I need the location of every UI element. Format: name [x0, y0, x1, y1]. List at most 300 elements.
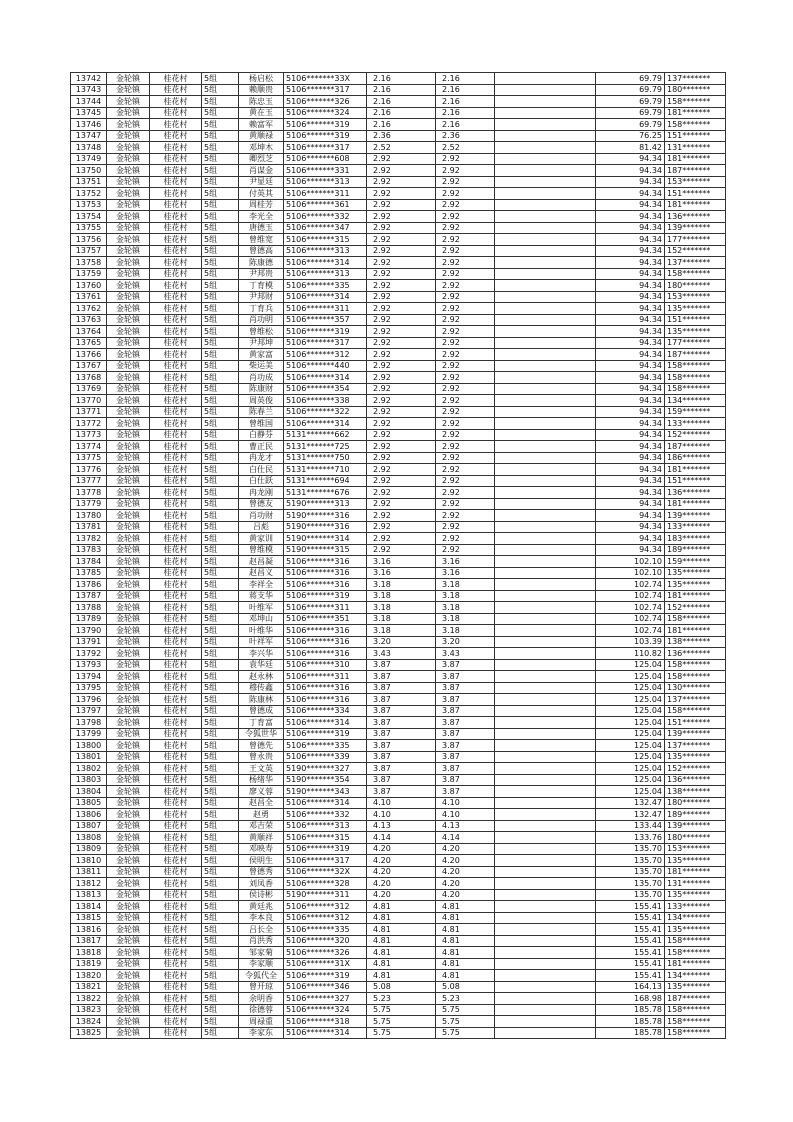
group-cell: 5组 [202, 1016, 239, 1028]
table-row [71, 257, 726, 269]
group-cell: 5组 [202, 866, 239, 878]
table-row [71, 947, 726, 959]
remark-cell [495, 648, 596, 660]
amount-cell: 125.04 [596, 705, 665, 717]
area-cell: 3.87 [367, 682, 436, 694]
area-cell: 3.87 [367, 694, 436, 706]
phone-cell: 181******* [665, 866, 726, 878]
phone-cell: 180******* [665, 280, 726, 292]
name-cell: 邓坤山 [239, 613, 284, 625]
area-cell: 4.20 [367, 843, 436, 855]
name-cell: 赖顺贵 [239, 84, 284, 96]
row-number-cell: 13816 [71, 924, 107, 936]
phone-cell: 158******* [665, 119, 726, 131]
group-cell: 5组 [202, 705, 239, 717]
phone-cell: 181******* [665, 958, 726, 970]
confirmed-area-cell: 2.92 [436, 199, 495, 211]
amount-cell: 102.74 [596, 602, 665, 614]
row-number-cell: 13804 [71, 786, 107, 798]
table-row [71, 291, 726, 303]
area-cell: 3.18 [367, 625, 436, 637]
amount-cell: 164.13 [596, 981, 665, 993]
row-number-cell: 13811 [71, 866, 107, 878]
phone-cell: 153******* [665, 291, 726, 303]
id-number-cell: 5106*******317 [284, 855, 367, 867]
remark-cell [495, 372, 596, 384]
confirmed-area-cell: 2.92 [436, 176, 495, 188]
table-row [71, 705, 726, 717]
remark-cell [495, 176, 596, 188]
remark-cell [495, 866, 596, 878]
remark-cell [495, 717, 596, 729]
name-cell: 陈忠玉 [239, 96, 284, 108]
id-number-cell: 5106*******338 [284, 395, 367, 407]
row-number-cell: 13795 [71, 682, 107, 694]
row-number-cell: 13755 [71, 222, 107, 234]
id-number-cell: 5106*******311 [284, 303, 367, 315]
area-cell: 2.92 [367, 176, 436, 188]
phone-cell: 133******* [665, 901, 726, 913]
amount-cell: 94.34 [596, 280, 665, 292]
name-cell: 陈康财 [239, 383, 284, 395]
town-cell: 金轮镇 [107, 648, 150, 660]
row-number-cell: 13750 [71, 165, 107, 177]
phone-cell: 158******* [665, 659, 726, 671]
group-cell: 5组 [202, 625, 239, 637]
name-cell: 赵昌义 [239, 567, 284, 579]
row-number-cell: 13773 [71, 429, 107, 441]
row-number-cell: 13788 [71, 602, 107, 614]
id-number-cell: 5106*******312 [284, 912, 367, 924]
area-cell: 2.92 [367, 199, 436, 211]
id-number-cell: 5106*******320 [284, 935, 367, 947]
amount-cell: 155.41 [596, 958, 665, 970]
id-number-cell: 5106*******316 [284, 556, 367, 568]
name-cell: 曾维国 [239, 418, 284, 430]
group-cell: 5组 [202, 119, 239, 131]
name-cell: 丁育兵 [239, 303, 284, 315]
confirmed-area-cell: 2.92 [436, 418, 495, 430]
row-number-cell: 13772 [71, 418, 107, 430]
town-cell: 金轮镇 [107, 199, 150, 211]
remark-cell [495, 970, 596, 982]
town-cell: 金轮镇 [107, 659, 150, 671]
village-cell: 桂花村 [150, 797, 202, 809]
id-number-cell: 5106*******316 [284, 567, 367, 579]
row-number-cell: 13757 [71, 245, 107, 257]
town-cell: 金轮镇 [107, 567, 150, 579]
confirmed-area-cell: 2.16 [436, 84, 495, 96]
name-cell: 蒋支华 [239, 590, 284, 602]
confirmed-area-cell: 3.87 [436, 659, 495, 671]
amount-cell: 102.74 [596, 590, 665, 602]
id-number-cell: 5106*******314 [284, 418, 367, 430]
phone-cell: 183******* [665, 533, 726, 545]
remark-cell [495, 73, 596, 85]
group-cell: 5组 [202, 970, 239, 982]
area-cell: 4.13 [367, 820, 436, 832]
name-cell: 曾永贵 [239, 751, 284, 763]
phone-cell: 181******* [665, 464, 726, 476]
id-number-cell: 5106*******318 [284, 1016, 367, 1028]
confirmed-area-cell: 4.81 [436, 924, 495, 936]
phone-cell: 137******* [665, 73, 726, 85]
remark-cell [495, 142, 596, 154]
amount-cell: 69.79 [596, 107, 665, 119]
area-cell: 2.92 [367, 533, 436, 545]
remark-cell [495, 234, 596, 246]
phone-cell: 135******* [665, 889, 726, 901]
amount-cell: 94.34 [596, 487, 665, 499]
name-cell: 肖功财 [239, 510, 284, 522]
id-number-cell: 5190*******316 [284, 521, 367, 533]
village-cell: 桂花村 [150, 222, 202, 234]
amount-cell: 94.34 [596, 303, 665, 315]
id-number-cell: 5106*******315 [284, 832, 367, 844]
group-cell: 5组 [202, 521, 239, 533]
amount-cell: 94.34 [596, 349, 665, 361]
table-row [71, 360, 726, 372]
village-cell: 桂花村 [150, 1027, 202, 1039]
remark-cell [495, 475, 596, 487]
town-cell: 金轮镇 [107, 464, 150, 476]
area-cell: 2.92 [367, 337, 436, 349]
group-cell: 5组 [202, 211, 239, 223]
row-number-cell: 13819 [71, 958, 107, 970]
village-cell: 桂花村 [150, 544, 202, 556]
row-number-cell: 13745 [71, 107, 107, 119]
remark-cell [495, 383, 596, 395]
table-row [71, 452, 726, 464]
group-cell: 5组 [202, 360, 239, 372]
town-cell: 金轮镇 [107, 314, 150, 326]
table-row [71, 625, 726, 637]
phone-cell: 153******* [665, 843, 726, 855]
group-cell: 5组 [202, 809, 239, 821]
phone-cell: 135******* [665, 924, 726, 936]
town-cell: 金轮镇 [107, 303, 150, 315]
name-cell: 肖洪秀 [239, 935, 284, 947]
id-number-cell: 5106*******32X [284, 866, 367, 878]
row-number-cell: 13758 [71, 257, 107, 269]
area-cell: 3.87 [367, 786, 436, 798]
group-cell: 5组 [202, 1004, 239, 1016]
table-row [71, 533, 726, 545]
remark-cell [495, 268, 596, 280]
phone-cell: 151******* [665, 475, 726, 487]
amount-cell: 125.04 [596, 671, 665, 683]
table-row [71, 763, 726, 775]
id-number-cell: 5106*******351 [284, 613, 367, 625]
row-number-cell: 13799 [71, 728, 107, 740]
remark-cell [495, 763, 596, 775]
table-row [71, 774, 726, 786]
name-cell: 黄顺禄 [239, 130, 284, 142]
row-number-cell: 13754 [71, 211, 107, 223]
name-cell: 邹家菊 [239, 947, 284, 959]
confirmed-area-cell: 5.75 [436, 1027, 495, 1039]
table-row [71, 372, 726, 384]
confirmed-area-cell: 4.20 [436, 843, 495, 855]
village-cell: 桂花村 [150, 291, 202, 303]
id-number-cell: 5131*******662 [284, 429, 367, 441]
row-number-cell: 13790 [71, 625, 107, 637]
id-number-cell: 5106*******313 [284, 820, 367, 832]
id-number-cell: 5106*******319 [284, 590, 367, 602]
remark-cell [495, 153, 596, 165]
confirmed-area-cell: 4.81 [436, 947, 495, 959]
amount-cell: 132.47 [596, 797, 665, 809]
remark-cell [495, 958, 596, 970]
table-row [71, 268, 726, 280]
area-cell: 4.81 [367, 958, 436, 970]
table-row [71, 958, 726, 970]
table-body [71, 73, 726, 1039]
name-cell: 曾德成 [239, 705, 284, 717]
table-row [71, 1016, 726, 1028]
confirmed-area-cell: 4.20 [436, 878, 495, 890]
table-row [71, 395, 726, 407]
area-cell: 3.16 [367, 567, 436, 579]
village-cell: 桂花村 [150, 268, 202, 280]
village-cell: 桂花村 [150, 901, 202, 913]
name-cell: 令狐代全 [239, 970, 284, 982]
row-number-cell: 13812 [71, 878, 107, 890]
group-cell: 5组 [202, 303, 239, 315]
village-cell: 桂花村 [150, 188, 202, 200]
name-cell: 李光全 [239, 211, 284, 223]
row-number-cell: 13813 [71, 889, 107, 901]
town-cell: 金轮镇 [107, 452, 150, 464]
group-cell: 5组 [202, 544, 239, 556]
amount-cell: 102.74 [596, 579, 665, 591]
row-number-cell: 13775 [71, 452, 107, 464]
name-cell: 赵昌全 [239, 797, 284, 809]
town-cell: 金轮镇 [107, 429, 150, 441]
village-cell: 桂花村 [150, 498, 202, 510]
amount-cell: 94.34 [596, 211, 665, 223]
row-number-cell: 13777 [71, 475, 107, 487]
remark-cell [495, 521, 596, 533]
id-number-cell: 5106*******319 [284, 970, 367, 982]
village-cell: 桂花村 [150, 878, 202, 890]
confirmed-area-cell: 2.92 [436, 429, 495, 441]
amount-cell: 94.34 [596, 372, 665, 384]
village-cell: 桂花村 [150, 314, 202, 326]
phone-cell: 135******* [665, 303, 726, 315]
remark-cell [495, 349, 596, 361]
town-cell: 金轮镇 [107, 84, 150, 96]
village-cell: 桂花村 [150, 84, 202, 96]
area-cell: 4.14 [367, 832, 436, 844]
row-number-cell: 13778 [71, 487, 107, 499]
remark-cell [495, 947, 596, 959]
town-cell: 金轮镇 [107, 73, 150, 85]
table-row [71, 786, 726, 798]
id-number-cell: 5106*******314 [284, 257, 367, 269]
town-cell: 金轮镇 [107, 958, 150, 970]
group-cell: 5组 [202, 1027, 239, 1039]
table-row [71, 694, 726, 706]
village-cell: 桂花村 [150, 406, 202, 418]
row-number-cell: 13768 [71, 372, 107, 384]
village-cell: 桂花村 [150, 441, 202, 453]
confirmed-area-cell: 2.92 [436, 533, 495, 545]
row-number-cell: 13767 [71, 360, 107, 372]
id-number-cell: 5131*******750 [284, 452, 367, 464]
phone-cell: 135******* [665, 579, 726, 591]
group-cell: 5组 [202, 464, 239, 476]
table-row [71, 659, 726, 671]
group-cell: 5组 [202, 820, 239, 832]
village-cell: 桂花村 [150, 395, 202, 407]
town-cell: 金轮镇 [107, 947, 150, 959]
confirmed-area-cell: 4.10 [436, 809, 495, 821]
amount-cell: 81.42 [596, 142, 665, 154]
name-cell: 尹邦财 [239, 291, 284, 303]
table-row [71, 717, 726, 729]
phone-cell: 152******* [665, 763, 726, 775]
amount-cell: 94.34 [596, 441, 665, 453]
row-number-cell: 13822 [71, 993, 107, 1005]
amount-cell: 135.70 [596, 878, 665, 890]
group-cell: 5组 [202, 717, 239, 729]
group-cell: 5组 [202, 234, 239, 246]
area-cell: 2.92 [367, 165, 436, 177]
group-cell: 5组 [202, 142, 239, 154]
row-number-cell: 13817 [71, 935, 107, 947]
table-row [71, 751, 726, 763]
name-cell: 令狐世华 [239, 728, 284, 740]
area-cell: 2.92 [367, 291, 436, 303]
row-number-cell: 13789 [71, 613, 107, 625]
town-cell: 金轮镇 [107, 257, 150, 269]
phone-cell: 139******* [665, 728, 726, 740]
table-row [71, 188, 726, 200]
phone-cell: 135******* [665, 855, 726, 867]
name-cell: 赵勇 [239, 809, 284, 821]
table-row [71, 406, 726, 418]
name-cell: 肖功明 [239, 314, 284, 326]
name-cell: 白仕跃 [239, 475, 284, 487]
area-cell: 2.92 [367, 510, 436, 522]
group-cell: 5组 [202, 96, 239, 108]
phone-cell: 189******* [665, 544, 726, 556]
town-cell: 金轮镇 [107, 763, 150, 775]
name-cell: 曾德高 [239, 245, 284, 257]
group-cell: 5组 [202, 912, 239, 924]
name-cell: 陈春兰 [239, 406, 284, 418]
amount-cell: 94.34 [596, 533, 665, 545]
town-cell: 金轮镇 [107, 222, 150, 234]
name-cell: 尹显廷 [239, 176, 284, 188]
phone-cell: 180******* [665, 797, 726, 809]
area-cell: 2.92 [367, 360, 436, 372]
phone-cell: 135******* [665, 981, 726, 993]
town-cell: 金轮镇 [107, 797, 150, 809]
row-number-cell: 13756 [71, 234, 107, 246]
amount-cell: 155.41 [596, 947, 665, 959]
table-row [71, 153, 726, 165]
name-cell: 叶祥军 [239, 636, 284, 648]
row-number-cell: 13803 [71, 774, 107, 786]
id-number-cell: 5131*******694 [284, 475, 367, 487]
table-row [71, 199, 726, 211]
phone-cell: 138******* [665, 786, 726, 798]
phone-cell: 187******* [665, 993, 726, 1005]
group-cell: 5组 [202, 648, 239, 660]
confirmed-area-cell: 3.87 [436, 671, 495, 683]
amount-cell: 94.34 [596, 222, 665, 234]
amount-cell: 69.79 [596, 73, 665, 85]
remark-cell [495, 889, 596, 901]
id-number-cell: 5106*******326 [284, 947, 367, 959]
amount-cell: 135.70 [596, 889, 665, 901]
remark-cell [495, 337, 596, 349]
name-cell: 黄家富 [239, 349, 284, 361]
id-number-cell: 5106*******316 [284, 694, 367, 706]
group-cell: 5组 [202, 372, 239, 384]
phone-cell: 153******* [665, 176, 726, 188]
row-number-cell: 13779 [71, 498, 107, 510]
table-row [71, 349, 726, 361]
table-row [71, 613, 726, 625]
town-cell: 金轮镇 [107, 245, 150, 257]
amount-cell: 125.04 [596, 751, 665, 763]
village-cell: 桂花村 [150, 866, 202, 878]
table-row [71, 487, 726, 499]
village-cell: 桂花村 [150, 119, 202, 131]
phone-cell: 158******* [665, 372, 726, 384]
group-cell: 5组 [202, 935, 239, 947]
row-number-cell: 13780 [71, 510, 107, 522]
id-number-cell: 5106*******335 [284, 924, 367, 936]
confirmed-area-cell: 4.14 [436, 832, 495, 844]
row-number-cell: 13742 [71, 73, 107, 85]
name-cell: 白静芬 [239, 429, 284, 441]
amount-cell: 185.78 [596, 1016, 665, 1028]
group-cell: 5组 [202, 602, 239, 614]
confirmed-area-cell: 2.92 [436, 222, 495, 234]
town-cell: 金轮镇 [107, 533, 150, 545]
amount-cell: 110.82 [596, 648, 665, 660]
name-cell: 卿烈芝 [239, 153, 284, 165]
table-row [71, 636, 726, 648]
table-row [71, 107, 726, 119]
town-cell: 金轮镇 [107, 360, 150, 372]
village-cell: 桂花村 [150, 429, 202, 441]
area-cell: 3.87 [367, 659, 436, 671]
table-row [71, 165, 726, 177]
row-number-cell: 13809 [71, 843, 107, 855]
table-row [71, 924, 726, 936]
town-cell: 金轮镇 [107, 234, 150, 246]
village-cell: 桂花村 [150, 452, 202, 464]
row-number-cell: 13797 [71, 705, 107, 717]
name-cell: 赵昌凝 [239, 556, 284, 568]
remark-cell [495, 935, 596, 947]
phone-cell: 151******* [665, 717, 726, 729]
id-number-cell: 5106*******328 [284, 878, 367, 890]
row-number-cell: 13801 [71, 751, 107, 763]
village-cell: 桂花村 [150, 475, 202, 487]
confirmed-area-cell: 3.18 [436, 625, 495, 637]
row-number-cell: 13764 [71, 326, 107, 338]
town-cell: 金轮镇 [107, 130, 150, 142]
confirmed-area-cell: 3.16 [436, 556, 495, 568]
id-number-cell: 5106*******314 [284, 797, 367, 809]
name-cell: 王文英 [239, 763, 284, 775]
